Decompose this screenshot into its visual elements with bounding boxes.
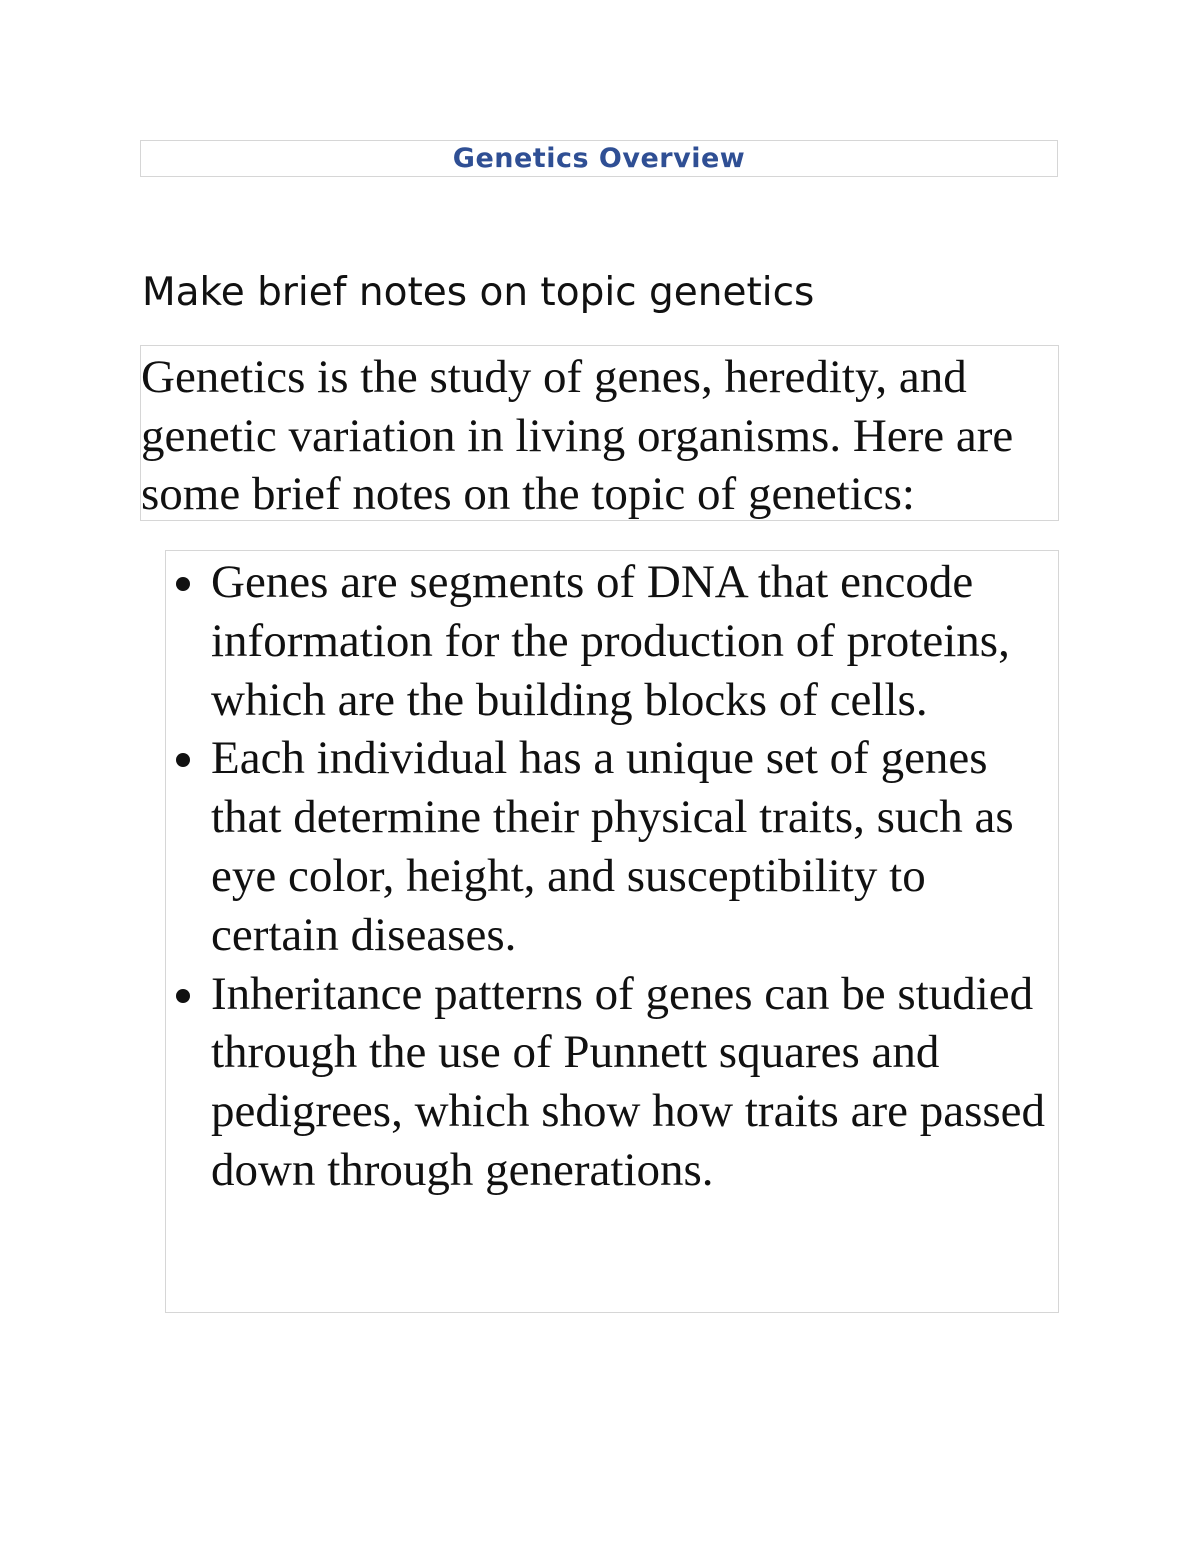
list-item	[166, 729, 1058, 964]
list-item	[166, 553, 1058, 729]
list-item-text: Each individual has a unique set of genes that determine their physical traits, such as eye color, height, and susceptibility to certain diseases.	[211, 732, 1014, 961]
list-item-text: Genes are segments of DNA that encode information for the production of proteins, which are the building blocks of cells.	[211, 556, 1010, 726]
prompt-heading: Make brief notes on topic genetics	[142, 270, 815, 315]
notes-list	[166, 553, 1058, 1200]
title-box	[140, 140, 1058, 177]
bullet-icon	[176, 577, 190, 591]
intro-box	[140, 345, 1059, 521]
notes-list-box	[165, 550, 1059, 1313]
bullet-icon	[176, 989, 190, 1003]
list-item	[166, 965, 1058, 1200]
bullet-icon	[176, 753, 190, 767]
document-title: Genetics Overview	[452, 143, 746, 174]
intro-paragraph: Genetics is the study of genes, heredity, and genetic variation in living organisms. Here are some brief notes on the topic of genetics:	[141, 351, 1014, 520]
list-item-text: Inheritance patterns of genes can be studied through the use of Punnett squares and pedigrees, which show how traits are passed down through generations.	[211, 967, 1046, 1196]
